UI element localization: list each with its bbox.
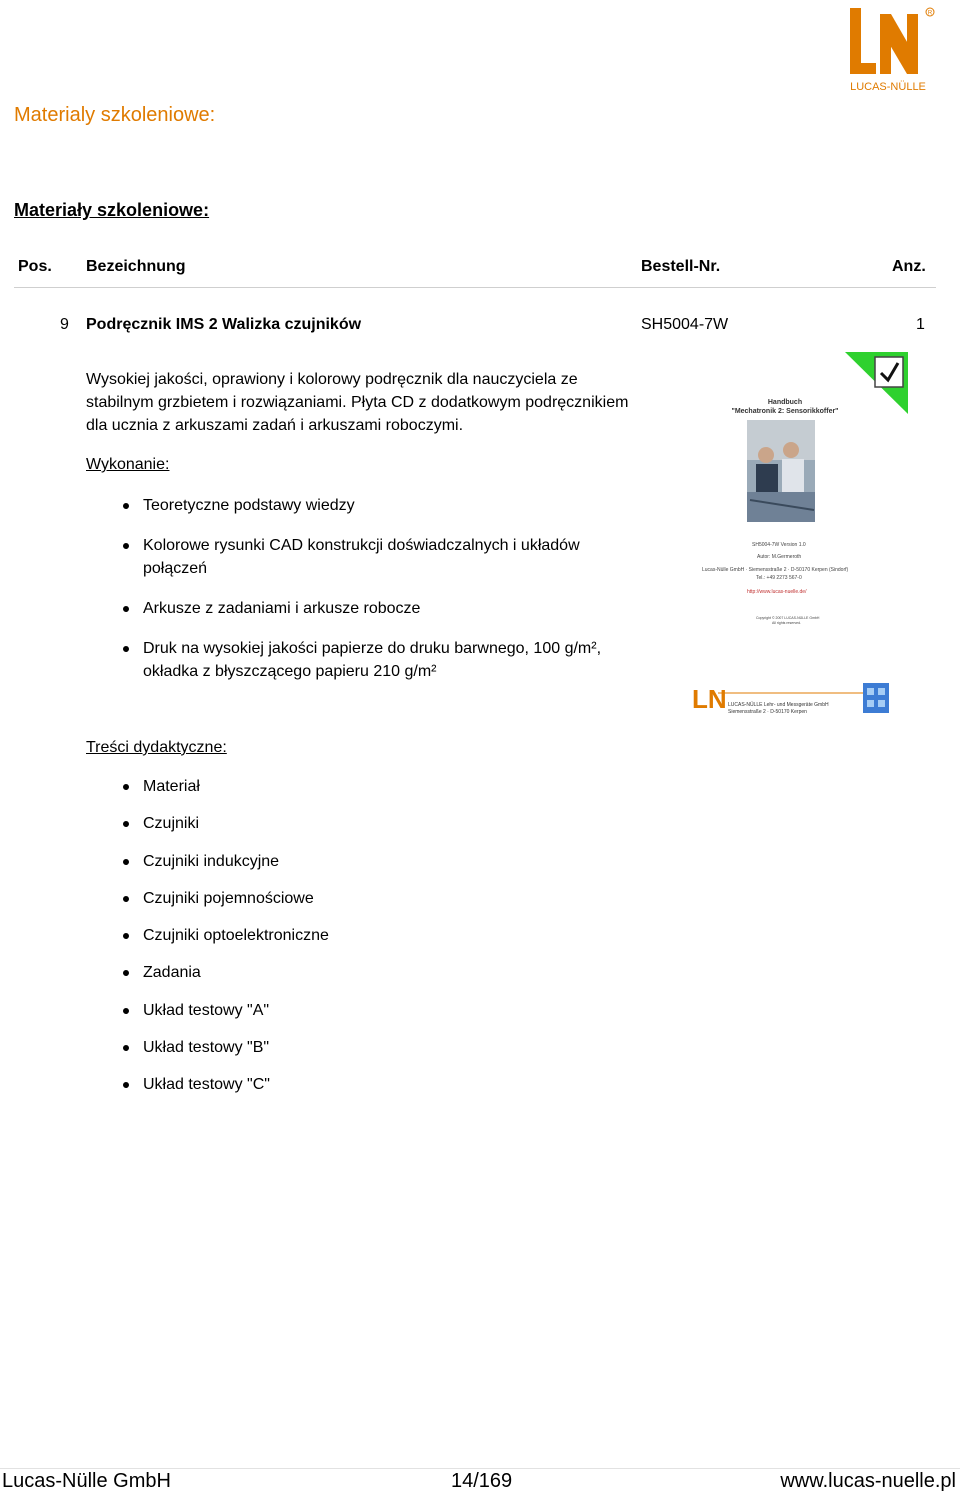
col-header-qty: Anz. bbox=[892, 258, 926, 275]
footer-page-number: 14/169 bbox=[451, 1470, 513, 1492]
col-header-pos: Pos. bbox=[18, 258, 52, 275]
list-item: Układ testowy "C" bbox=[86, 1073, 646, 1096]
footer-divider bbox=[0, 1468, 960, 1469]
manual-cover-image bbox=[690, 352, 912, 722]
manual-address: Lucas-Nülle GmbH · Siemensstraße 2 · D-50170 Kerpen (Sindorf) bbox=[702, 567, 849, 573]
footer-website-link[interactable]: www.lucas-nuelle.pl bbox=[780, 1470, 956, 1492]
header-divider bbox=[14, 287, 936, 288]
row-product-name: Podręcznik IMS 2 Walizka czujników bbox=[86, 316, 362, 333]
col-header-name: Bezeichnung bbox=[86, 258, 186, 275]
row-quantity: 1 bbox=[916, 316, 925, 333]
row-order-number: SH5004-7W bbox=[641, 316, 729, 333]
list-item: Zadania bbox=[86, 961, 646, 984]
list-item: Druk na wysokiej jakości papierze do druku barwnego, 100 g/m², okładka z błyszczącego papieru 210 g/m² bbox=[86, 637, 646, 683]
svg-text:R: R bbox=[927, 10, 933, 17]
list-item: Układ testowy "B" bbox=[86, 1036, 646, 1059]
footer-company: Lucas-Nülle GmbH bbox=[2, 1470, 171, 1492]
lucas-nuelle-logo bbox=[848, 6, 938, 96]
manual-ln-logo: LN bbox=[692, 684, 727, 714]
execution-list bbox=[86, 494, 646, 683]
col-header-order: Bestell-Nr. bbox=[641, 258, 721, 275]
manual-title-2: "Mechatronik 2: Sensorikkoffer" bbox=[731, 408, 839, 415]
manual-title-1: Handbuch bbox=[767, 399, 803, 406]
list-item: Czujniki pojemnościowe bbox=[86, 887, 646, 910]
product-description: Wysokiej jakości, oprawiony i kolorowy podręcznik dla nauczyciela ze stabilnym grzbietem i rozwiązaniami. Płyta CD z dodatkowym podręcznikiem dla ucznia z arkuszami zadań i arkuszami roboczymi. bbox=[86, 371, 629, 434]
page-heading: Materialy szkoleniowe: bbox=[14, 104, 216, 126]
logo-caption: LUCAS-NÜLLE bbox=[850, 81, 926, 93]
manual-url: http://www.lucas-nuelle.de/ bbox=[747, 589, 807, 595]
manual-phone: Tel.: +49 2273 567-0 bbox=[756, 575, 802, 581]
manual-footer-address: Siemensstraße 2 · D-50170 Kerpen bbox=[728, 709, 807, 715]
contents-label: Treści dydaktyczne: bbox=[86, 739, 227, 756]
manual-version: SH5004-7W Version 1.0 bbox=[752, 542, 806, 548]
list-item: Czujniki bbox=[86, 812, 646, 835]
manual-author: Autor: M.Germeroth bbox=[757, 554, 802, 560]
list-item: Czujniki optoelektroniczne bbox=[86, 924, 646, 947]
list-item: Teoretyczne podstawy wiedzy bbox=[86, 494, 646, 517]
list-item: Materiał bbox=[86, 775, 646, 798]
execution-label: Wykonanie: bbox=[86, 456, 170, 473]
section-subheading: Materiały szkoleniowe: bbox=[14, 200, 210, 220]
manual-footer-company: LUCAS-NÜLLE Lehr- und Messgeräte GmbH bbox=[728, 702, 829, 708]
list-item: Kolorowe rysunki CAD konstrukcji doświadczalnych i układów połączeń bbox=[86, 534, 646, 580]
list-item: Układ testowy "A" bbox=[86, 999, 646, 1022]
row-pos: 9 bbox=[60, 316, 69, 333]
manual-copyright: Copyright © 2007 LUCAS-NÜLLE GmbH bbox=[756, 616, 820, 620]
contents-list bbox=[86, 775, 646, 1096]
list-item: Arkusze z zadaniami i arkusze robocze bbox=[86, 597, 646, 620]
manual-rights: All rights reserved. bbox=[772, 621, 801, 625]
list-item: Czujniki indukcyjne bbox=[86, 850, 646, 873]
